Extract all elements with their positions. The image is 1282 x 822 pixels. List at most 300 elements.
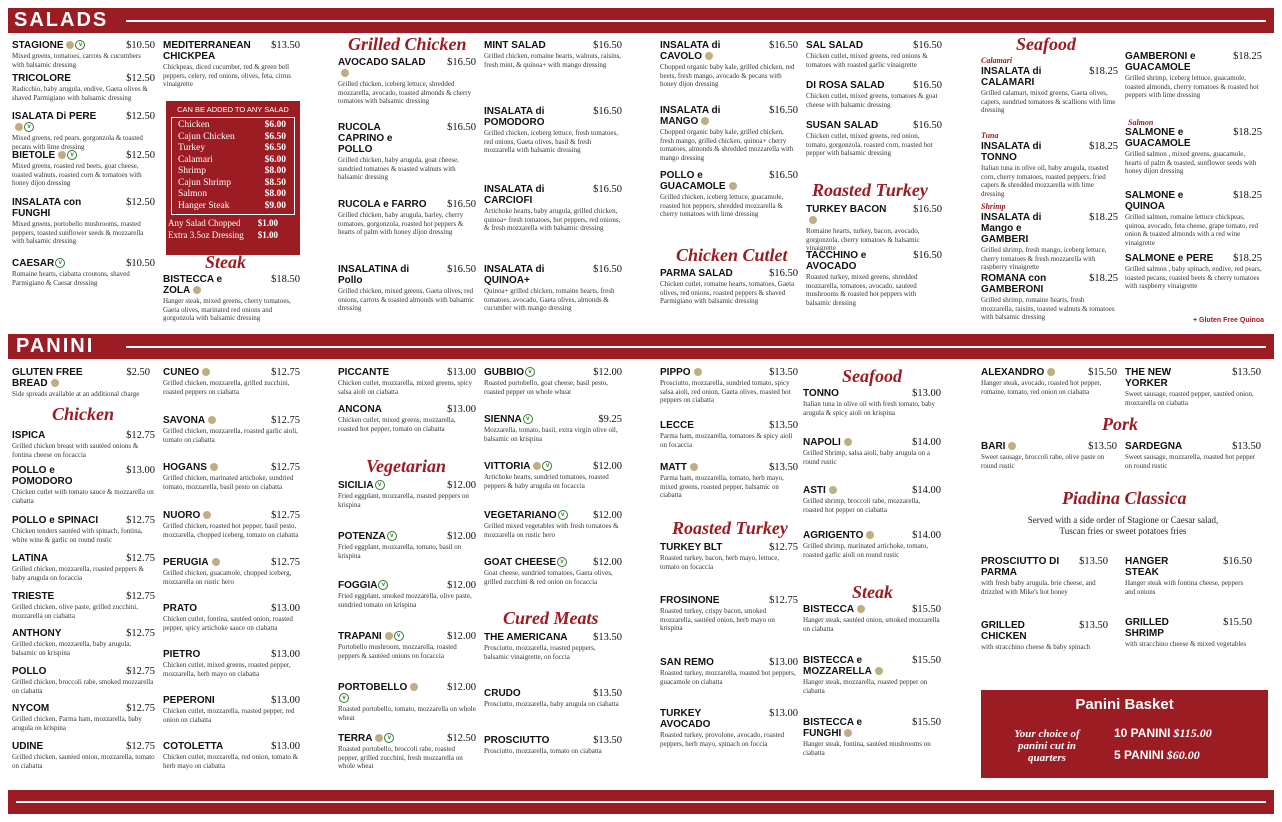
- section-p-steak: Steak: [852, 582, 894, 602]
- item-price: $16.50: [447, 264, 476, 275]
- item-price: $12.75: [126, 628, 155, 639]
- item-name-text: SAVONA: [163, 415, 206, 426]
- item-name-text: AVOCADO SALAD: [338, 57, 426, 68]
- panini-basket: [981, 690, 1268, 778]
- item-name-text: GUBBIO: [484, 367, 524, 378]
- menu-item: [484, 40, 622, 69]
- menu-item: [1125, 367, 1261, 407]
- item-name-text: TURKEY AVOCADO: [660, 708, 711, 730]
- item-name-text: SICILIA: [338, 480, 374, 491]
- menu-item: [1125, 441, 1261, 470]
- item-description: Grilled Shrimp, salsa aioli, baby arugula on a round rustic: [803, 449, 930, 466]
- item-price: $13.00: [912, 388, 941, 399]
- menu-item: [981, 212, 1118, 272]
- item-name-text: NAPOLI: [803, 437, 841, 448]
- item-price: $18.25: [1089, 141, 1118, 152]
- item-description: Hanger steak with fontina cheese, peppers and onions: [1125, 579, 1244, 596]
- item-name-text: CAESAR: [12, 258, 55, 269]
- item-description: Roasted turkey, mixed greens, shredded mozzarella, tomatoes, avocado, sauteed mushrooms & roasted hot peppers with balsamic dressing: [806, 273, 918, 307]
- item-description: Grilled mixed vegetables with fresh tomatoes & mozzarella on rustic hero: [484, 522, 619, 539]
- menu-item: [163, 367, 300, 396]
- gluten-free-icon: [51, 379, 59, 387]
- item-description: Chicken cutlet, mozzarella, red onion, tomato & herb mayo on ciabatta: [163, 753, 299, 770]
- item-price: $16.50: [593, 184, 622, 195]
- menu-item: [12, 197, 155, 246]
- menu-item: [484, 735, 622, 756]
- gluten-free-icon: [857, 605, 865, 613]
- gluten-free-icon: [410, 683, 418, 691]
- menu-item: [338, 264, 476, 313]
- menu-item: [1125, 617, 1252, 649]
- menu-item: [12, 703, 155, 732]
- item-description: Grilled chicken, olive paste, grilled zucchini, mozzarella on ciabatta: [12, 603, 138, 620]
- item-price: $18.25: [1089, 66, 1118, 77]
- menu-item: [803, 437, 941, 466]
- item-name-text: THE NEW YORKER: [1125, 367, 1172, 389]
- menu-item: [660, 367, 798, 405]
- item-price: $14.00: [912, 437, 941, 448]
- item-description: Italian tuna in olive oil with fresh tomato, baby arugula & spicy aioli on krispina: [803, 400, 935, 417]
- item-name-text: POLLO e GUACAMOLE: [660, 170, 726, 192]
- addon-price: $8.50: [264, 177, 286, 188]
- item-description: Italian tuna in olive oil, baby arugula, roasted corn, cherry tomatoes, roasted peppers, fried capers & shredded mozzarella with lime dressing: [981, 164, 1109, 198]
- addon-row: [178, 166, 286, 176]
- item-description: Hanger steak, mixed greens, cherry tomatoes, Gaeta olives, marinated red onions and gorgonzola with balsamic dressing: [163, 297, 291, 322]
- item-name-text: PORTOBELLO: [338, 682, 408, 693]
- gluten-free-icon: [210, 463, 218, 471]
- addon-price: $6.50: [264, 143, 286, 153]
- menu-item: [12, 111, 155, 151]
- item-price: $13.00: [447, 404, 476, 415]
- item-name-text: CRUDO: [484, 688, 521, 699]
- piadina-note: Served with a side order of Stagione or Caesar salad, Tuscan fries or sweet potatoes fries: [1027, 515, 1219, 536]
- item-description: Chicken cutlet, romaine hearts, tomatoes, Gaeta olives, red onions, roasted peppers & shaved Parmigiano with balsamic dressing: [660, 280, 795, 305]
- gluten-free-icon: [66, 41, 74, 49]
- item-description: Prosciutto, mozzarella, roasted peppers, balsamic vinaigrette, on foccia: [484, 644, 596, 661]
- addon-name: Hanger Steak: [178, 200, 230, 211]
- menu-item: [12, 741, 155, 770]
- item-name-text: LATINA: [12, 553, 48, 564]
- section-pork: Pork: [1102, 414, 1138, 434]
- item-description: Romaine hearts, ciabatta croutons, shaved Parmigiano & Caesar dressing: [12, 270, 130, 287]
- item-description: Artichoke hearts, sundried tomatoes, roasted peppers & baby arugula on focaccia: [484, 473, 609, 490]
- item-description: Mozzarella, tomato, basil, extra virgin olive oil, balsamic on krispina: [484, 426, 618, 443]
- item-name-text: INSALATINA di Pollo: [338, 264, 410, 286]
- item-price: $12.00: [447, 531, 476, 542]
- addon-name: Cajun Shrimp: [178, 177, 232, 188]
- gluten-free-icon: [533, 462, 541, 470]
- item-name-text: TURKEY BLT: [660, 542, 723, 553]
- gluten-free-icon: [203, 511, 211, 519]
- basket-line2: [1114, 748, 1200, 763]
- menu-item: [12, 666, 155, 695]
- salads-title: SALADS: [14, 9, 109, 31]
- item-name-text: INSALATA di QUINOA+: [484, 264, 545, 286]
- item-name-text: NYCOM: [12, 703, 50, 714]
- addon-row: [178, 155, 286, 165]
- menu-item: [163, 695, 300, 724]
- item-price: $12.75: [271, 510, 300, 521]
- item-description: Fried eggplant, mozzarella, roasted peppers on krispina: [338, 492, 469, 509]
- section-vegetarian: Vegetarian: [366, 456, 447, 476]
- item-name-text: INSALATA di POMODORO: [484, 106, 545, 128]
- menu-item: [12, 258, 155, 287]
- item-name-text: PROSCIUTTO DI PARMA: [981, 556, 1060, 578]
- item-price: $12.50: [126, 150, 155, 161]
- item-name-text: PERUGIA: [163, 557, 209, 568]
- item-price: $12.75: [271, 557, 300, 568]
- gluten-free-icon: [705, 52, 713, 60]
- menu-item: [12, 150, 155, 188]
- item-name-text: INSALATA di MANGO: [660, 105, 721, 127]
- item-description: Roasted turkey, bacon, herb mayo, lettuce, tomato on focaccia: [660, 554, 780, 571]
- menu-item: [484, 557, 622, 586]
- item-name-text: FOGGIA: [338, 580, 378, 591]
- item-price: $12.00: [593, 510, 622, 521]
- item-name-text: SARDEGNA: [1125, 441, 1183, 452]
- menu-item: [660, 170, 798, 219]
- gluten-free-icon: [202, 368, 210, 376]
- menu-item: [163, 510, 300, 539]
- item-price: $13.50: [593, 632, 622, 643]
- item-description: Grilled chicken, baby arugula, barley, cherry tomatoes, gorgonzola, roasted hot peppers & hearts of palm with honey dijon dressing: [338, 211, 464, 236]
- item-price: $13.50: [1232, 441, 1261, 452]
- item-name-text: BIETOLE: [12, 150, 56, 161]
- menu-item: [484, 461, 622, 490]
- item-description: Chicken cutlet, mozzarella, roasted pepper, red onion on ciabatta: [163, 707, 295, 724]
- item-name-text: RUCOLA CAPRINO e POLLO: [338, 122, 393, 155]
- section-piadina: Piadina Classica: [1062, 488, 1187, 508]
- item-price: $18.25: [1089, 212, 1118, 223]
- vegetarian-icon: v: [523, 414, 533, 424]
- vegetarian-icon: v: [24, 122, 34, 132]
- item-name-text: UDINE: [12, 741, 44, 752]
- item-description: Hanger steak, mozzarella, roasted pepper on ciabatta: [803, 678, 928, 695]
- menu-item: [484, 367, 622, 396]
- menu-item: [484, 184, 622, 233]
- item-name-text: VEGETARIANO: [484, 510, 557, 521]
- item-description: Prosciutto, mozzarella, baby arugula on ciabatta: [484, 700, 619, 708]
- basket-title: Panini Basket: [1075, 696, 1174, 713]
- item-description: Hanger steak, fontina, sautéed mushrooms on ciabatta: [803, 740, 931, 757]
- section-chicken-cutlet: Chicken Cutlet: [676, 245, 788, 265]
- menu-item: [12, 367, 150, 399]
- basket-line1-label: 10 PANINI: [1114, 726, 1171, 740]
- section-seafood: Seafood: [1016, 34, 1076, 54]
- item-name-text: AGRIGENTO: [803, 530, 864, 541]
- item-name-text: SAN REMO: [660, 657, 714, 668]
- menu-item: [12, 40, 155, 69]
- item-description: Roasted turkey, crispy bacon, smoked mozzarella, sautéed onion, herb mayo on krispina: [660, 607, 775, 632]
- item-name-text: PRATO: [163, 603, 198, 614]
- menu-item: [806, 80, 942, 109]
- addon-price: $6.00: [264, 120, 286, 130]
- item-name-text: GLUTEN FREE BREAD: [12, 367, 83, 389]
- item-name-text: INSALATA con FUNGHI: [12, 197, 82, 219]
- item-price: $12.00: [447, 631, 476, 642]
- menu-item: [12, 628, 155, 657]
- section-p-chicken: Chicken: [52, 404, 115, 424]
- item-description: Mixed greens, tomatoes, carrots & cucumbers with balsamic dressing: [12, 52, 141, 69]
- item-description: Chopped organic baby kale, grilled chicken, red beets, fresh mango, avocado & pecans with honey dijon dressing: [660, 63, 795, 88]
- item-name-text: PEPERONI: [163, 695, 215, 706]
- panini-banner: [8, 334, 1274, 359]
- item-description: Grilled chicken, roasted hot pepper, basil pesto, mozzarella, chopped iceberg, tomato on ciabatta: [163, 522, 299, 539]
- item-description: Grilled chicken, baby arugula, goat cheese, sundried tomatoes & toasted walnuts with balsamic dressing: [338, 156, 459, 181]
- addon-extra-row: [168, 230, 278, 240]
- item-description: Grilled shrimp, iceberg lettuce, guacamole, toasted almonds, cherry tomatoes & roasted hot peppers with lime dressing: [1125, 74, 1259, 99]
- item-name-text: PIPPO: [660, 367, 691, 378]
- item-name-text: ASTI: [803, 485, 826, 496]
- item-description: Grilled chicken, iceberg lettuce, guacamole, roasted hot peppers, shredded mozzarella & cherry tomatoes with lime dressing: [660, 193, 784, 218]
- item-description: Grilled chicken, guacamole, chopped iceberg, mozzarella on rustic hero: [163, 569, 292, 586]
- menu-item: [338, 480, 476, 509]
- item-name-text: INSALATA di Mango e GAMBERI: [981, 212, 1042, 245]
- section-p-roasted-turkey: Roasted Turkey: [672, 518, 788, 538]
- gluten-free-icon: [694, 368, 702, 376]
- item-description: Radicchio, baby arugula, endive, Gaeta olives & shaved Parmigiano with balsamic dressing: [12, 85, 148, 102]
- item-description: with stracchino cheese & baby spinach: [981, 643, 1091, 651]
- item-price: $16.50: [1223, 556, 1252, 567]
- banner-rule: [126, 346, 1266, 348]
- item-description: Grilled chicken breast with sautéed onions & fontina cheese on focaccia: [12, 442, 139, 459]
- menu-item: [163, 741, 300, 770]
- item-description: Hanger steak, sautéed onion, smoked mozzarella on ciabatta: [803, 616, 940, 633]
- item-description: Grilled salmon , baby spinach, endive, red pears, toasted pecans, roasted beets & cherry tomatoes with raspberry vinaigrette: [1125, 265, 1262, 290]
- item-price: $14.00: [912, 485, 941, 496]
- vegetarian-icon: v: [394, 631, 404, 641]
- item-name-text: SIENNA: [484, 414, 522, 425]
- addon-extra-price: $1.00: [257, 218, 278, 228]
- addon-row: [178, 143, 286, 153]
- gluten-free-icon: [208, 416, 216, 424]
- menu-item: [12, 591, 155, 620]
- menu-item: [12, 465, 155, 505]
- item-description: Grilled shrimp, broccoli rabe, mozzarella, roasted hot pepper on ciabatta: [803, 497, 921, 514]
- item-description: Artichoke hearts, baby arugula, grilled chicken, quinoa+ fresh tomatoes, hot peppers, red onions, & fresh mozzarella with balsamic dressing: [484, 207, 621, 232]
- item-description: Prosciutto, mozzarella, tomato on ciabatta: [484, 747, 602, 755]
- menu-item: [803, 485, 941, 514]
- menu-item: [12, 73, 155, 102]
- item-price: $10.50: [126, 40, 155, 51]
- gluten-free-icon: [385, 632, 393, 640]
- item-description: Grilled chicken, mozzarella, grilled zucchini, roasted peppers on ciabatta: [163, 379, 290, 396]
- item-price: $16.50: [769, 105, 798, 116]
- item-price: $13.50: [1232, 367, 1261, 378]
- menu-item: [484, 264, 622, 313]
- item-name-text: STAGIONE: [12, 40, 64, 51]
- item-description: Roasted portobello, tomato, mozzarella on whole wheat: [338, 705, 476, 722]
- menu-item: [660, 657, 798, 686]
- item-description: Prosciutto, mozzarella, sundried tomato, spicy salsa aioli, red onion, Gaeta olives, roasted hot peppers on ciabatta: [660, 379, 791, 404]
- menu-item: [806, 120, 942, 158]
- item-name-text: COTOLETTA: [163, 741, 224, 752]
- item-price: $16.50: [913, 250, 942, 261]
- item-name-text: ALEXANDRO: [981, 367, 1045, 378]
- item-description: Romaine hearts, turkey, bacon, avocado, gorgonzola, cherry tomatoes & balsamic vinaigrette: [806, 227, 920, 252]
- item-name-text: MEDITERRANEAN CHICKPEA: [163, 40, 251, 62]
- item-price: $18.50: [271, 274, 300, 285]
- item-price: $18.25: [1233, 253, 1262, 264]
- gluten-free-icon: [375, 734, 383, 742]
- menu-item: [338, 122, 476, 182]
- item-name-text: POTENZA: [338, 531, 386, 542]
- sub-shrimp: Shrimp: [981, 202, 1006, 211]
- menu-item: [803, 388, 941, 417]
- item-description: Grilled chicken, sautéed onion, mozzarella, tomato on ciabatta: [12, 753, 155, 770]
- item-description: Grilled salmon , mixed greens, guacamole, hearts of palm & toasted, sunflower seeds with honey dijon dressing: [1125, 150, 1257, 175]
- menu-item: [660, 420, 798, 449]
- item-name-text: ANTHONY: [12, 628, 62, 639]
- item-price: $13.00: [769, 708, 798, 719]
- addon-price: $6.50: [264, 131, 286, 142]
- gluten-free-icon: [193, 286, 201, 294]
- vegetarian-icon: v: [558, 510, 568, 520]
- menu-item: [1125, 190, 1262, 247]
- item-price: $16.50: [593, 40, 622, 51]
- addon-extra-row: [168, 218, 278, 228]
- item-price: $12.75: [126, 553, 155, 564]
- addon-title: CAN BE ADDED TO ANY SALAD: [177, 105, 289, 114]
- item-price: $12.75: [271, 462, 300, 473]
- item-description: Sweet sausage, roasted pepper, sautéed onion, mozzarella on ciabatta: [1125, 390, 1254, 407]
- menu-item: [981, 441, 1117, 470]
- basket-line1: [1114, 726, 1212, 741]
- menu-item: [660, 542, 798, 571]
- item-name-text: INSALATA di TONNO: [981, 141, 1042, 163]
- basket-line2-price: $60.00: [1166, 748, 1200, 762]
- item-price: $12.75: [126, 515, 155, 526]
- item-description: Grilled chicken, mozzarella, roasted peppers & baby arugula on focaccia: [12, 565, 144, 582]
- item-description: Grilled chicken, Parma ham, mozzarella, baby arugula on krispina: [12, 715, 142, 732]
- addon-row: [178, 201, 286, 211]
- item-price: $15.50: [1223, 617, 1252, 628]
- item-name-text: SAL SALAD: [806, 40, 864, 51]
- item-price: $15.50: [912, 655, 941, 666]
- item-description: Chicken cutlet, mixed greens, roasted pepper, mozzarella, herb mayo on ciabatta: [163, 661, 291, 678]
- menu-item: [338, 57, 476, 106]
- item-name-text: ROMANA con GAMBERONI: [981, 273, 1047, 295]
- item-name-text: VITTORIA: [484, 461, 531, 472]
- item-description: Grilled chicken, romaine hearts, walnuts, raisins, fresh mint, & quinoa+ with mango dressing: [484, 52, 622, 69]
- item-price: $12.50: [126, 111, 155, 122]
- item-price: $13.00: [271, 741, 300, 752]
- item-name-text: ANCONA: [338, 404, 382, 415]
- item-price: $16.50: [913, 40, 942, 51]
- menu-item: [163, 557, 300, 586]
- item-name-text: HOGANS: [163, 462, 207, 473]
- menu-item: [1125, 556, 1252, 596]
- item-description: Roasted turkey, provolone, avocado, roasted peppers, herb mayo, spinach on foccia: [660, 731, 785, 748]
- menu-item: [338, 404, 476, 433]
- item-name-text: TURKEY BACON: [806, 204, 887, 215]
- item-price: $12.75: [126, 591, 155, 602]
- basket-note: Your choice of panini cut in quarters: [1014, 728, 1080, 764]
- section-grilled-chicken: Grilled Chicken: [348, 34, 467, 54]
- menu-item: [981, 141, 1118, 198]
- item-name-text: TRICOLORE: [12, 73, 71, 84]
- menu-item: [806, 204, 942, 253]
- vegetarian-icon: v: [384, 733, 394, 743]
- item-description: with fresh baby arugula, brie cheese, and drizzled with Mike's hot honey: [981, 579, 1096, 596]
- gluten-free-icon: [341, 69, 349, 77]
- item-description: Chicken cutlet, mozzarella, mixed greens, spicy salsa aioli on ciabatta: [338, 379, 473, 396]
- item-name-text: SUSAN SALAD: [806, 120, 879, 131]
- menu-item: [484, 414, 622, 443]
- item-price: $13.50: [271, 40, 300, 51]
- menu-item: [660, 462, 798, 500]
- item-price: $16.50: [447, 57, 476, 68]
- item-price: $13.00: [126, 465, 155, 476]
- gluten-free-icon: [690, 463, 698, 471]
- item-name-text: TONNO: [803, 388, 839, 399]
- menu-item: [981, 273, 1118, 322]
- menu-item: [338, 531, 476, 560]
- addon-price: $6.00: [264, 154, 286, 165]
- menu-item: [981, 367, 1117, 396]
- item-name-text: GOAT CHEESE: [484, 557, 557, 568]
- item-name-text: GRILLED CHICKEN: [981, 620, 1027, 642]
- sub-calamari: Calamari: [981, 56, 1013, 65]
- item-price: $13.50: [1079, 556, 1108, 567]
- vegetarian-icon: v: [67, 150, 77, 160]
- item-price: $15.50: [1088, 367, 1117, 378]
- item-description: Grilled chicken, iceberg lettuce, shredded mozzarella, avocado, toasted almonds & cherry tomatoes with balsamic dressing: [338, 80, 472, 105]
- menu-item: [338, 631, 476, 660]
- item-name-text: PARMA SALAD: [660, 268, 733, 279]
- item-description: Chicken cutlet, fontina, sautéed onion, roasted pepper, spicy artichoke sauce on ciabatta: [163, 615, 293, 632]
- item-description: Sweet sausage, broccoli rabe, olive paste on round rustic: [981, 453, 1105, 470]
- item-description: Parma ham, mozzarella, tomato, herb mayo, mixed greens, roasted pepper, balsamic on ciabatta: [660, 474, 784, 499]
- vegetarian-icon: v: [378, 580, 388, 590]
- item-name-text: PIETRO: [163, 649, 201, 660]
- item-description: Chicken tenders sautéed with spinach, fontina, white wine & garlic on round rustic: [12, 527, 143, 544]
- menu-item: [163, 274, 300, 323]
- item-description: Chopped organic baby kale, grilled chicken, fresh mango, grilled chicken, quinoa+ cherry tomatoes, almonds & shredded mozzarella with mango dressing: [660, 128, 794, 162]
- menu-item: [338, 199, 476, 237]
- addon-row: [178, 120, 286, 130]
- item-description: Chicken cutlet, mixed greens, red onion, tomato, gorgonzola, roasted corn, roasted hot pepper with balsamic dressing: [806, 132, 933, 157]
- menu-item: [484, 688, 622, 709]
- item-name-text: NUORO: [163, 510, 201, 521]
- menu-item: [806, 250, 942, 307]
- addon-price: $9.00: [264, 200, 286, 211]
- item-price: $12.75: [126, 741, 155, 752]
- item-price: $12.50: [126, 73, 155, 84]
- item-price: $12.00: [447, 480, 476, 491]
- menu-item: [338, 733, 476, 771]
- item-name-text: INSALATA di CALAMARI: [981, 66, 1042, 88]
- panini-title: PANINI: [16, 335, 95, 357]
- item-description: Parma ham, mozzarella, tomatoes & spicy aioli on focaccia: [660, 432, 793, 449]
- item-price: $16.50: [769, 268, 798, 279]
- item-description: Grilled chicken, iceberg lettuce, fresh tomatoes, red onions, Gaeta olives, basil & fresh mozzarella with balsamic dressing: [484, 129, 618, 154]
- item-price: $12.75: [126, 666, 155, 677]
- item-price: $13.50: [1079, 620, 1108, 631]
- addon-name: Turkey: [178, 143, 206, 153]
- item-name-text: SALMONE e QUINOA: [1125, 190, 1184, 212]
- item-description: Quinoa+ grilled chicken, romaine hearts, fresh tomatoes, avocado, Gaeta olives, almonds & cucumber with mango dressing: [484, 287, 615, 312]
- menu-item: [163, 649, 300, 678]
- item-name-text: ISPICA: [12, 430, 46, 441]
- item-price: $12.75: [126, 430, 155, 441]
- item-price: $12.75: [271, 415, 300, 426]
- menu-item: [803, 530, 941, 559]
- item-description: Roasted portobello, goat cheese, basil pesto, roasted pepper on whole wheat: [484, 379, 609, 396]
- item-price: $16.50: [447, 122, 476, 133]
- menu-item: [660, 708, 798, 748]
- menu-item: [338, 367, 476, 396]
